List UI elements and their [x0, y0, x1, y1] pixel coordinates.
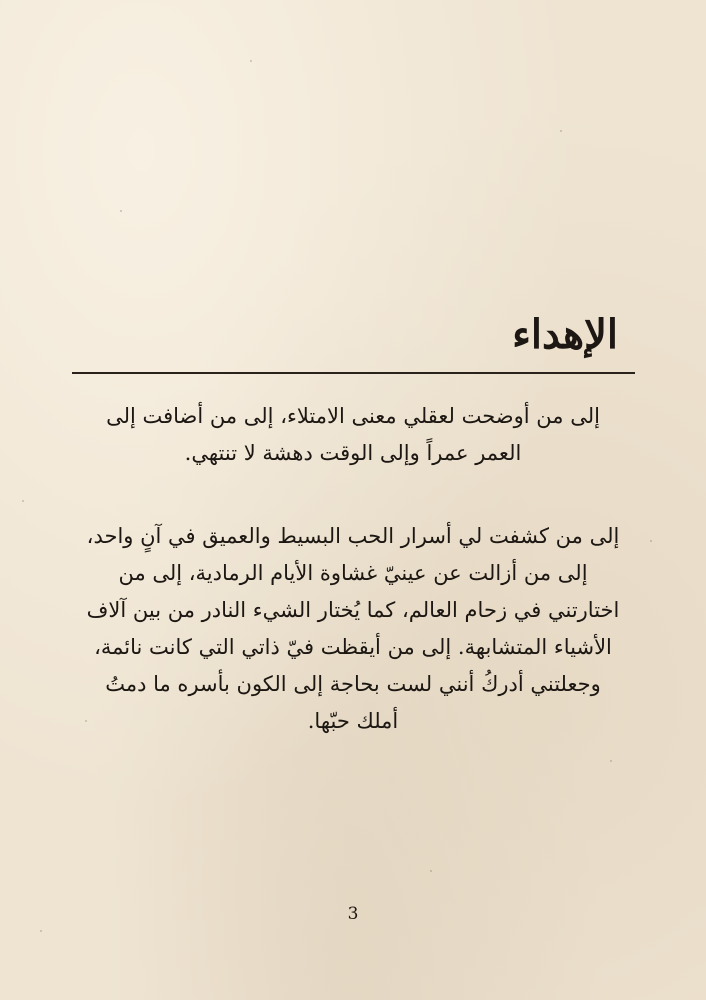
paper-speck: [250, 60, 252, 62]
page-number: 3: [347, 904, 359, 924]
paper-speck: [22, 500, 24, 502]
title-divider: [72, 372, 635, 374]
page-title: الإهداء: [512, 311, 618, 358]
paper-speck: [610, 760, 612, 762]
paper-speck: [40, 930, 42, 932]
paper-speck: [120, 210, 122, 212]
dedication-paragraph-1: إلى من أوضحت لعقلي معنى الامتلاء، إلى من أضافت إلى العمر عمراً وإلى الوقت دهشة لا تنتهي.: [106, 404, 600, 465]
paper-speck: [560, 130, 562, 132]
dedication-paragraph-2: إلى من كشفت لي أسرار الحب البسيط والعميق في آنٍ واحد، إلى من أزالت عن عينيّ غشاوة الأيام الرمادية، إلى من اختارتني في زحام العالم، كما يُختار الشيء النادر من بين آلاف الأشياء المتشابهة. إلى من أيقظت فيّ ذاتي التي كانت نائمة، وجعلتني أدركُ أنني لست بحاجة إلى الكون بأسره ما دمتُ أملك حبّها.: [86, 524, 620, 733]
paper-speck: [430, 870, 432, 872]
paper-speck: [85, 720, 87, 722]
paper-speck: [650, 540, 652, 542]
